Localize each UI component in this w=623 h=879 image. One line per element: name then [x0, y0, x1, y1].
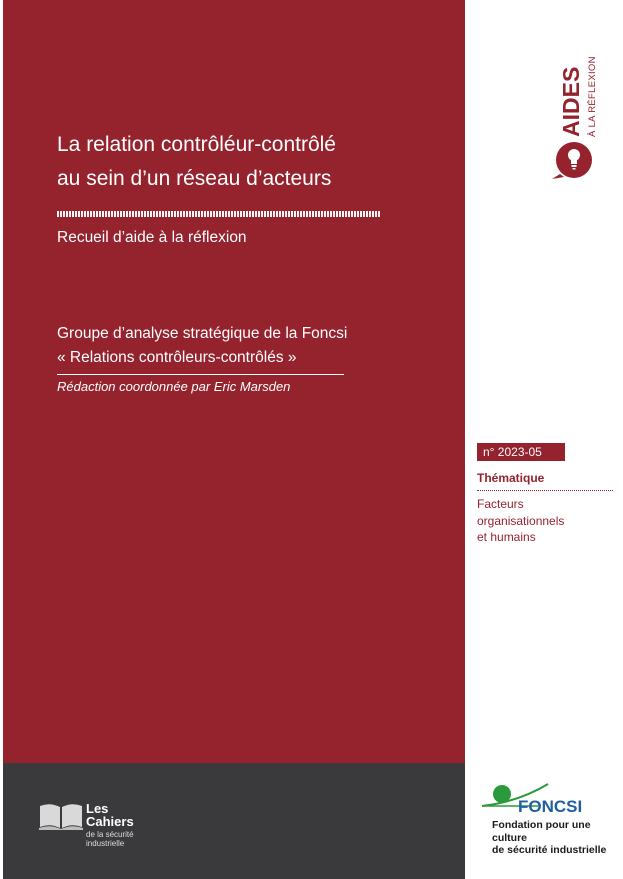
foncsi-caption-line-2: de sécurité industrielle [492, 844, 607, 856]
theme-value-line-3: et humains [477, 530, 536, 544]
series-sublabel: À LA RÉFLEXION [587, 56, 598, 137]
theme-value [477, 496, 607, 546]
foncsi-logo [478, 776, 618, 816]
cahiers-line-2: Cahiers [86, 814, 134, 829]
group-divider [57, 374, 344, 375]
group-name: Groupe d’analyse stratégique de la Foncsi [57, 325, 348, 342]
title-divider [57, 211, 381, 217]
book-icon [38, 800, 84, 830]
foncsi-name: FONCSI [518, 797, 583, 816]
issue-number-badge: n° 2023-05 [477, 443, 565, 461]
document-subtitle: Recueil d’aide à la réflexion [57, 229, 247, 246]
foncsi-caption [492, 819, 617, 857]
editor-credit: Rédaction coordonnée par Eric Marsden [57, 379, 291, 394]
cahiers-line-3: de la sécurité industrielle [86, 830, 134, 848]
cahiers-wordmark [86, 802, 156, 848]
theme-divider [477, 490, 613, 491]
theme-label: Thématique [477, 471, 545, 485]
foncsi-caption-line-1: Fondation pour une culture [492, 819, 591, 844]
theme-value-line-2: organisationnels [477, 513, 565, 528]
series-label: AIDES [558, 66, 584, 137]
document-title [57, 128, 437, 196]
title-line-2: au sein d’un réseau d’acteurs [57, 167, 332, 190]
theme-value-line-1: Facteurs [477, 497, 524, 511]
cahiers-line-1: Les [86, 801, 109, 816]
lightbulb-icon [552, 142, 592, 179]
title-line-1: La relation contrôléur-contrôlé [57, 133, 336, 156]
group-topic: « Relations contrôleurs-contrôlés » [57, 349, 297, 366]
series-mark [548, 40, 604, 180]
